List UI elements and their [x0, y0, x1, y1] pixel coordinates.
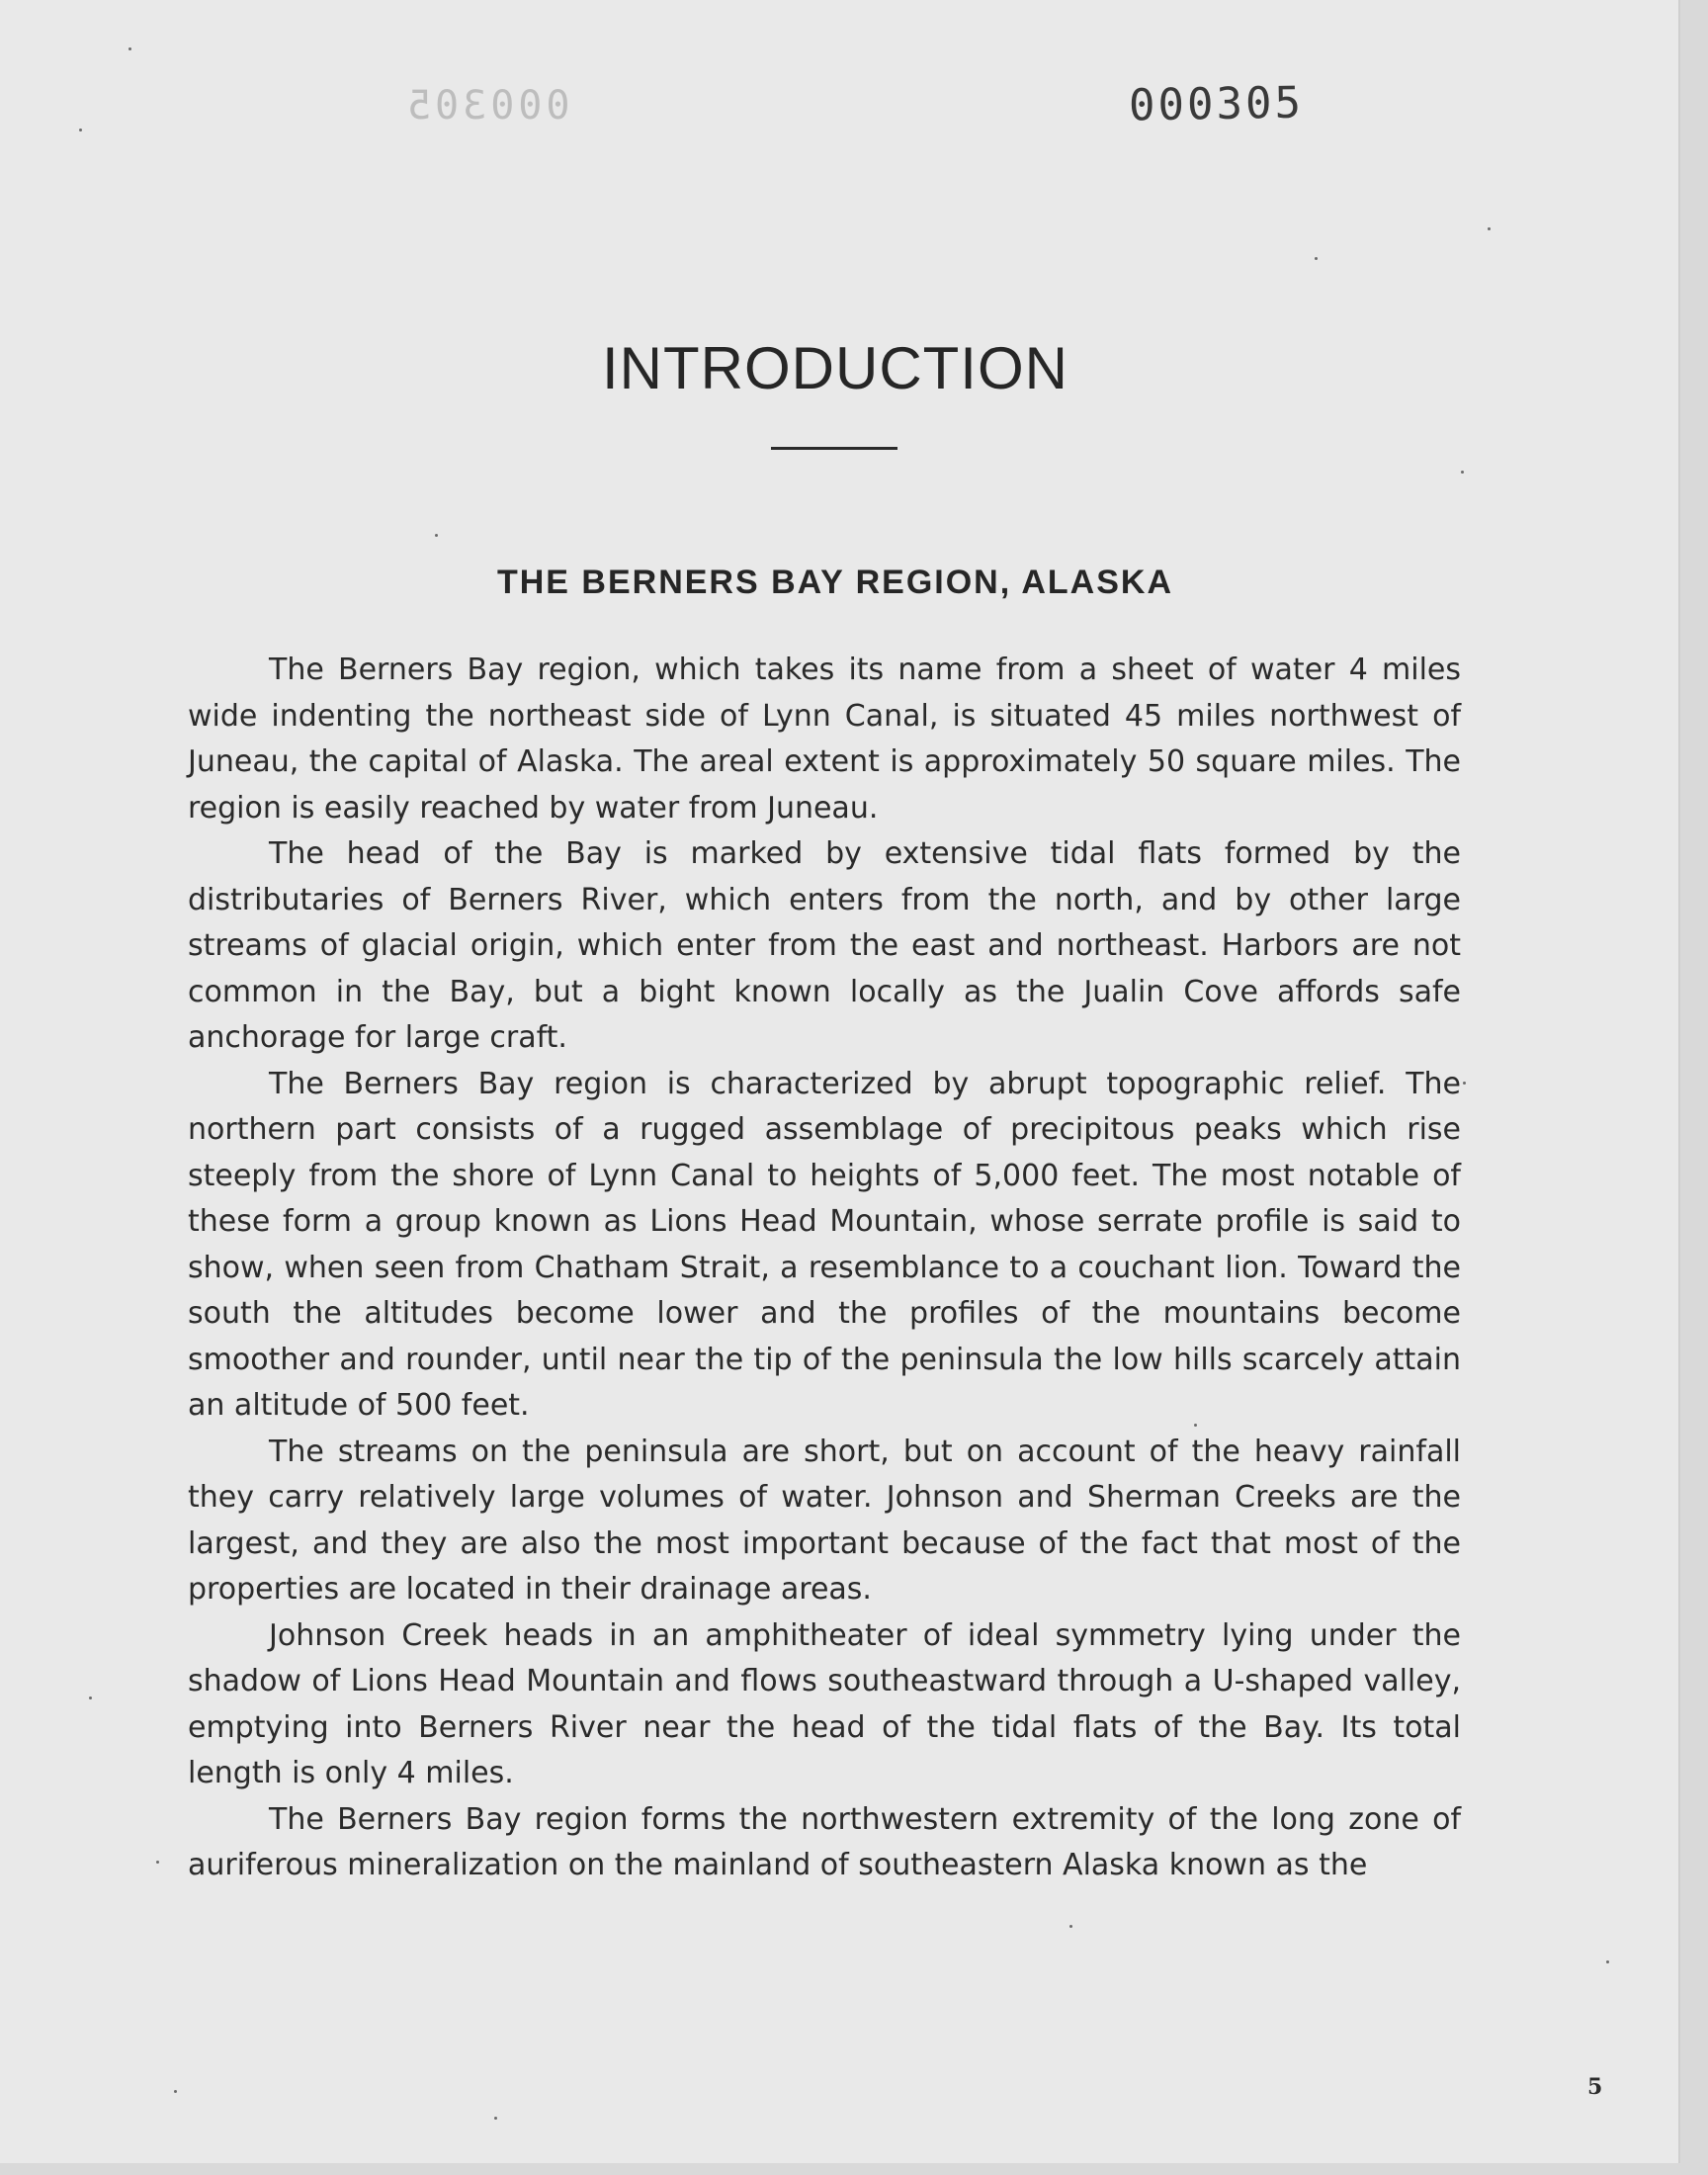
scan-speck — [156, 1861, 159, 1864]
page-stamp-number: 000305 — [1128, 77, 1305, 131]
paragraph: The Berners Bay region is characterized by abrupt topographic relief. The northern part consists of a rugged assemblage of precipitous peaks which rise steeply from the shore of Lynn Canal to heights of 5,000 feet. The most notable of these form a group known as Lions Head Mountain, whose serrate profile is said to show, when seen from Chatham Strait, a resemblance to a couchant lion. Toward the south the altitudes become lower and the profiles of the mountains become smoother and rounder, until near the tip of the peninsula the low hills scarcely attain an altitude of 500 feet. — [188, 1066, 1461, 1423]
scan-speck — [1488, 227, 1491, 230]
paragraph: The head of the Bay is marked by extensive tidal flats formed by the distributaries of Berners River, which enters from the north, and by other large streams of glacial origin, which enter from the east and northeast. Harbors are not common in the Bay, but a bight known locally as the Jualin Cove affords safe anchorage for large craft. — [188, 836, 1461, 1055]
scan-speck — [1606, 1960, 1609, 1963]
title-divider — [771, 447, 897, 450]
paragraph: Johnson Creek heads in an amphitheater of ideal symmetry lying under the shadow of Lions Head Mountain and flows southeastward through a U-shaped valley, emptying into Berners River near the head of the tidal flats of the Bay. Its total length is only 4 miles. — [188, 1617, 1461, 1790]
bleed-through-stamp: 000305 — [403, 83, 570, 129]
scan-speck — [1194, 1424, 1197, 1427]
paragraph: The Berners Bay region forms the northwestern extremity of the long zone of auriferous mineralization on the mainland of southeastern Alaska known as the — [188, 1801, 1461, 1882]
scan-speck — [1461, 471, 1464, 474]
scan-speck — [494, 2117, 497, 2120]
body-text — [188, 648, 1461, 1889]
paragraph: The Berners Bay region, which takes its name from a sheet of water 4 miles wide indenting the northeast side of Lynn Canal, is situated 45 miles northwest of Juneau, the capital of Alaska. The areal extent is approximately 50 square miles. The region is easily reached by water from Juneau. — [188, 652, 1461, 826]
scan-speck — [1463, 1082, 1466, 1085]
paragraph: The streams on the peninsula are short, but on account of the heavy rainfall they carry relatively large volumes of water. Johnson and Sherman Creeks are the largest, and they are also the most important because of the fact that most of the properties are located in their drainage areas. — [188, 1434, 1461, 1607]
scan-speck — [174, 2090, 177, 2093]
page-number: 5 — [1587, 2074, 1603, 2100]
page-title: INTRODUCTION — [602, 335, 1068, 401]
scan-speck — [1069, 1925, 1072, 1928]
scan-speck — [1315, 257, 1318, 260]
scan-speck — [79, 129, 82, 131]
scan-speck — [128, 47, 131, 50]
section-heading: THE BERNERS BAY REGION, ALASKA — [496, 564, 1174, 601]
scan-speck — [435, 534, 438, 537]
scan-speck — [89, 1696, 92, 1699]
